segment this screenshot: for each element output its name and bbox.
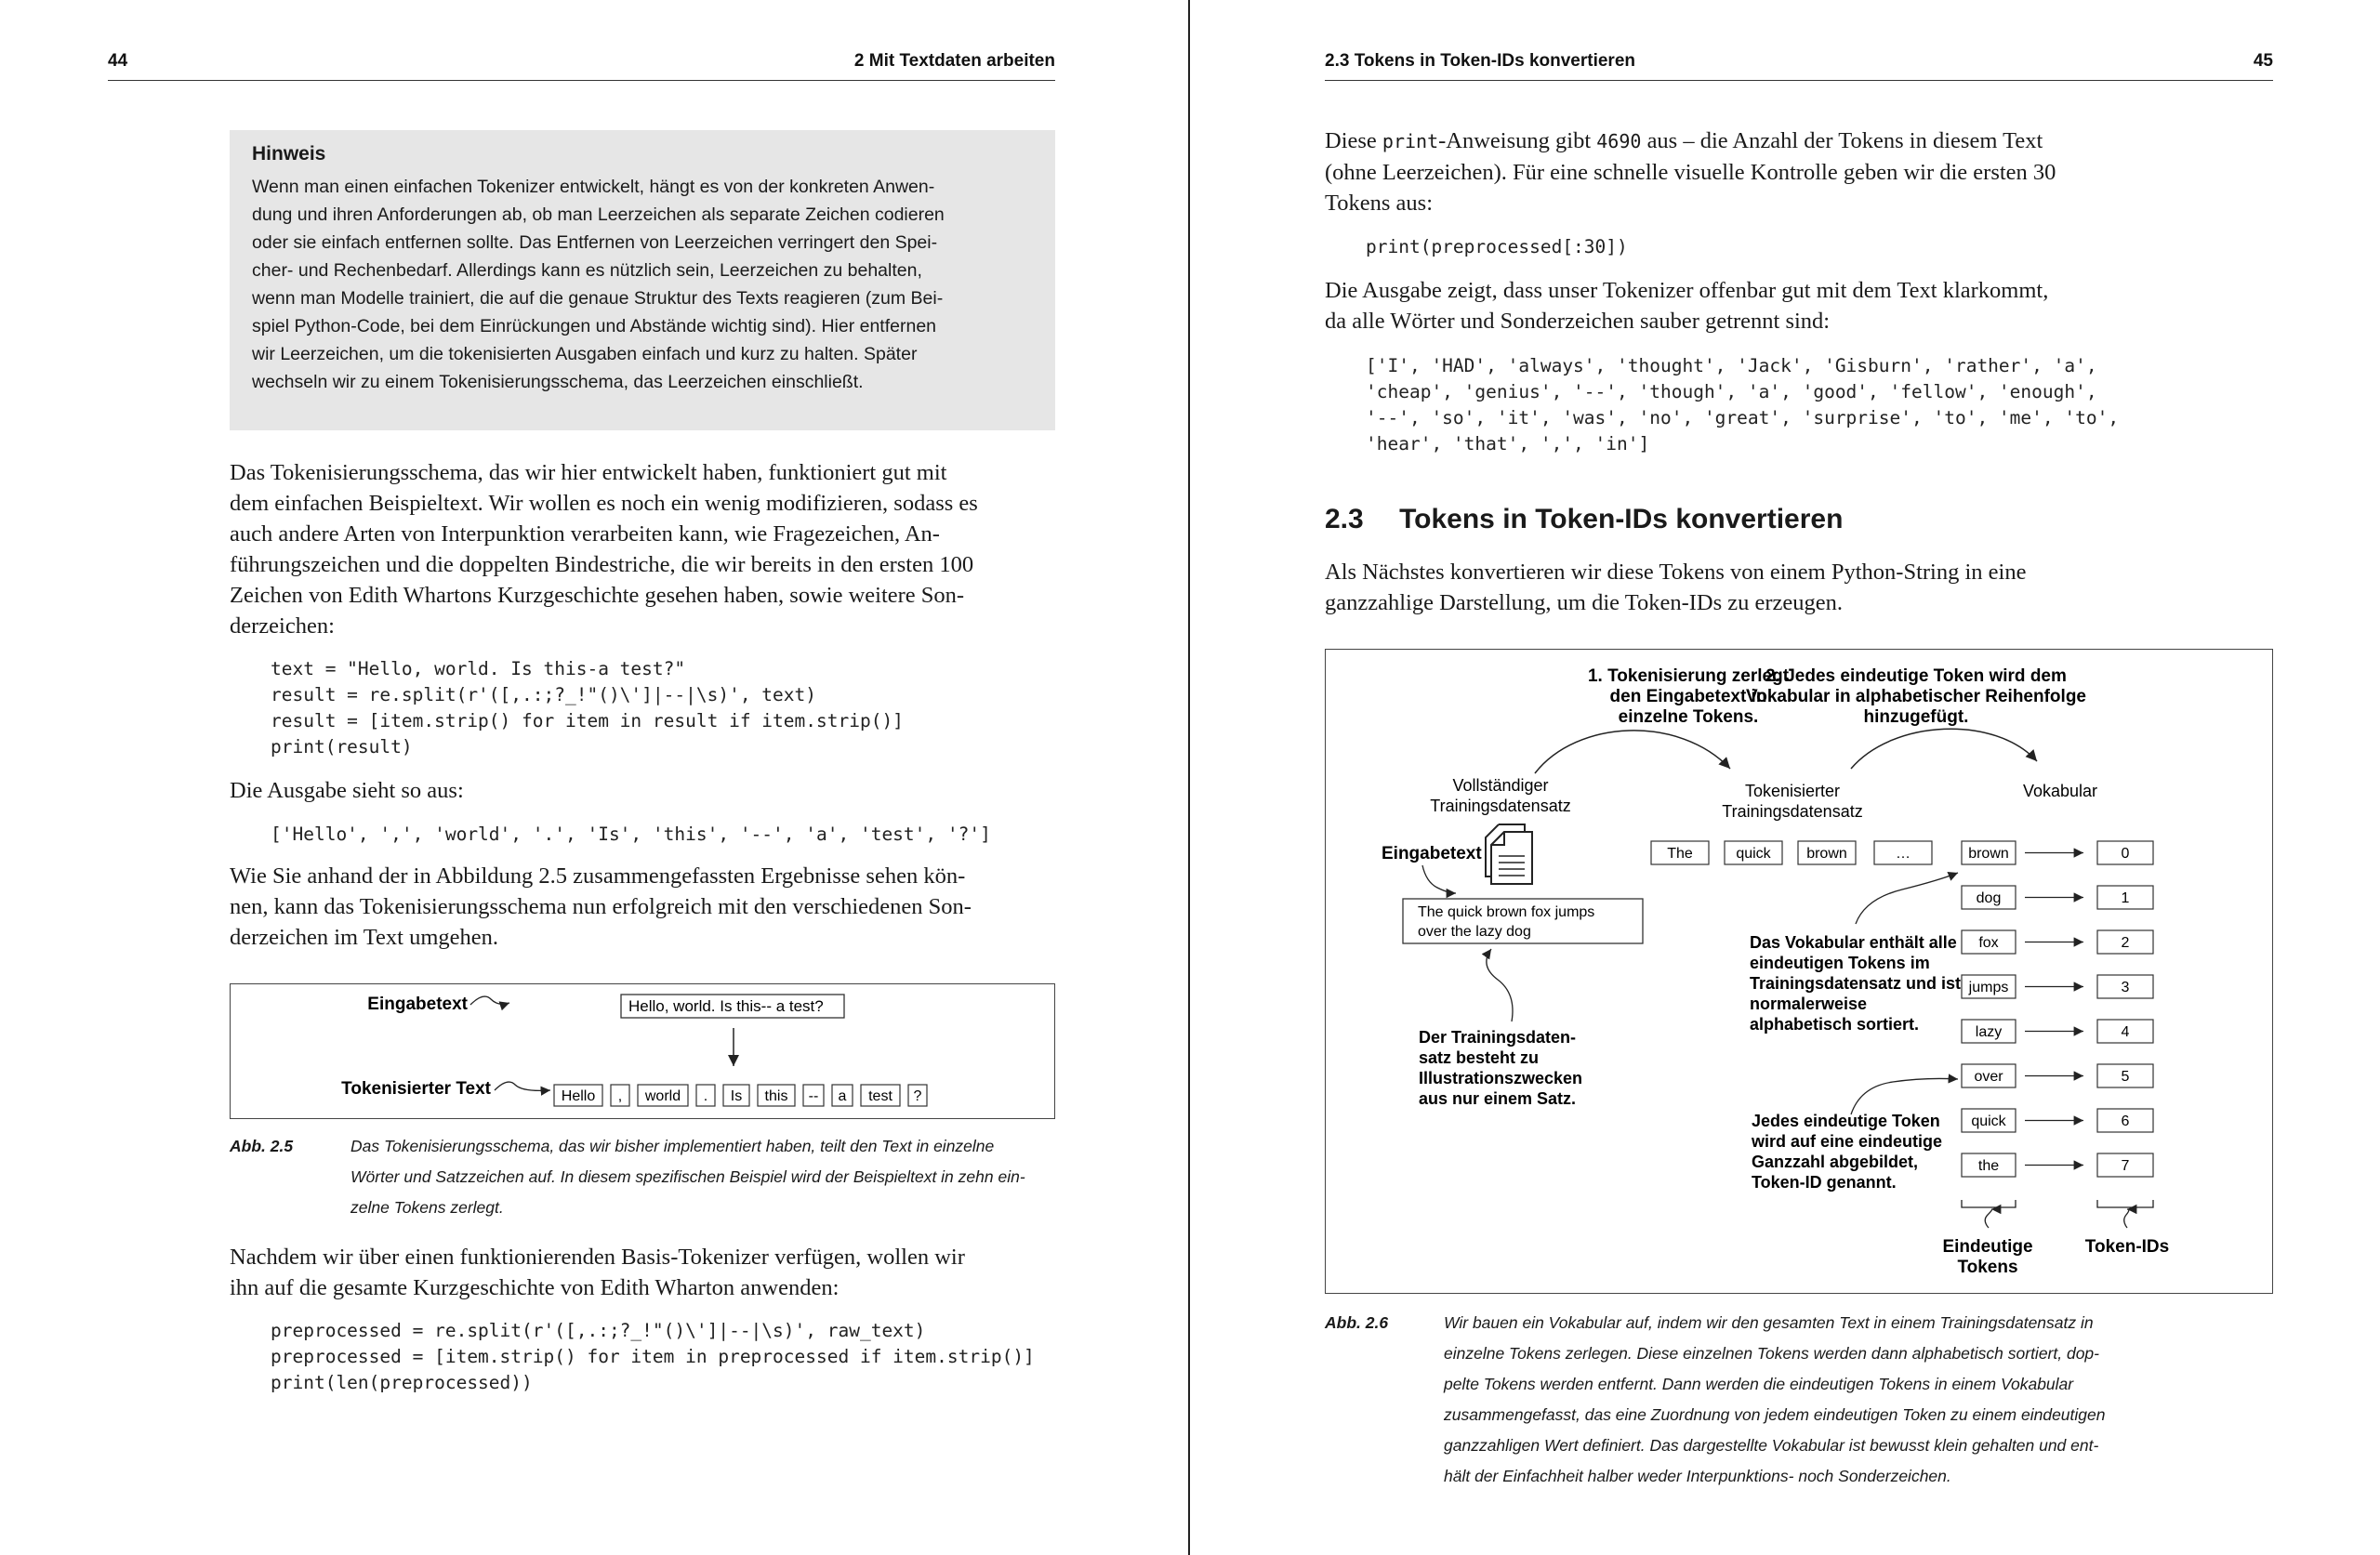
vocab-token: over <box>1974 1069 2003 1085</box>
text-run: Diese <box>1325 128 1382 153</box>
bracket-vocab <box>1962 1200 2016 1207</box>
token-text: Is <box>730 1088 743 1104</box>
token-ids-label: Token-IDs <box>2084 1237 2170 1257</box>
caption-2-6 <box>1325 1308 2273 1494</box>
heading-number: 2.3 <box>1325 504 1364 534</box>
text-line: Das Tokenisierungsschema, das wir hier entwickelt haben, funktioniert gut mit <box>230 460 947 485</box>
label-line: Tokens <box>1957 1258 2018 1277</box>
hint-line: oder sie einfach entfernen sollte. Das Entfernen von Leerzeichen verringert den Spei- <box>252 232 938 253</box>
curved-arrow-icon <box>1535 731 1730 773</box>
paragraph <box>1325 125 2273 218</box>
label-line: Tokenisierter <box>1744 782 1841 800</box>
chapter-title: 2 Mit Textdaten arbeiten <box>853 51 1055 71</box>
hint-line: wir Leerzeichen, um die tokenisierten Ausgaben einfach und kurz zu halten. Später <box>252 344 918 364</box>
token-box <box>696 1085 715 1106</box>
text-line: Nachdem wir über einen funktionierenden Basis-Tokenizer verfügen, wollen wir <box>230 1245 965 1270</box>
text-line: Die Ausgabe sieht so aus: <box>230 778 464 803</box>
code-block <box>271 656 904 760</box>
label-line: Vollständiger <box>1452 776 1549 795</box>
code-block <box>271 1318 1035 1396</box>
note-line: wird auf eine eindeutige <box>1752 1132 1943 1151</box>
step1-line: einzelne Tokens. <box>1618 707 1759 727</box>
code-line: result = re.split(r'([,.:;?_!"()\']|--|\s)', text) <box>271 684 816 705</box>
text-line: Wie Sie anhand der in Abbildung 2.5 zusammengefassten Ergebnisse sehen kön- <box>230 863 966 889</box>
figure-2-5-diagram <box>231 984 1054 1118</box>
step1-line: 1. Tokenisierung zerlegt <box>1587 666 1790 686</box>
token-text: … <box>1896 846 1911 862</box>
paragraph <box>230 1242 1055 1303</box>
input-text-line: over the lazy dog <box>1418 924 1531 940</box>
paragraph <box>1325 275 2273 336</box>
token-boxes <box>1651 841 1932 864</box>
note-mapping <box>1751 1112 1942 1192</box>
vocab-token: lazy <box>1975 1024 2003 1040</box>
note-line: Das Vokabular enthält alle <box>1750 933 1957 952</box>
note-line: aus nur einem Satz. <box>1419 1089 1577 1108</box>
token-text: this <box>764 1088 788 1104</box>
note-line: Trainingsdatensatz und ist <box>1750 974 1962 993</box>
figure-2-6 <box>1325 649 2273 1294</box>
curved-arrow-icon <box>1985 1209 1991 1228</box>
label-line: Trainingsdatensatz <box>1430 797 1571 815</box>
note-line: eindeutigen Tokens im <box>1750 954 1930 972</box>
token-id: 6 <box>2121 1114 2130 1129</box>
text-line: führungszeichen und die doppelten Bindestriche, die wir bereits in den ersten 100 <box>230 552 974 577</box>
token-box <box>1725 841 1782 864</box>
token-text: -- <box>808 1088 819 1104</box>
running-head-right <box>1325 51 2273 81</box>
curved-arrow-icon <box>1856 873 1958 924</box>
code-line: 'hear', 'that', ',', 'in'] <box>1366 433 1650 455</box>
token-boxes <box>554 1085 927 1106</box>
vocab-token: jumps <box>1968 980 2009 995</box>
vocab-token: fox <box>1978 935 1999 951</box>
hint-line: spiel Python-Code, bei dem Einrückungen und Abstände wichtig sind). Hier entfernen <box>252 316 937 336</box>
input-text-line: The quick brown fox jumps <box>1418 904 1595 920</box>
heading-text: Tokens in Token-IDs konvertieren <box>1399 504 1844 534</box>
token-box <box>611 1085 629 1106</box>
caption-line: Wörter und Satzzeichen auf. In diesem spezifischen Beispiel wird der Beispieltext in zehn ein- <box>350 1167 1025 1186</box>
step2-line: 2. Jedes eindeutige Token wird dem <box>1765 666 2067 686</box>
caption-label: Abb. 2.5 <box>230 1137 294 1155</box>
code-output: ['Hello', ',', 'world', '.', 'Is', 'this', '--', 'a', 'test', '?'] <box>271 824 991 845</box>
vocab-row <box>1962 1109 2153 1132</box>
tokenized-dataset-label <box>1722 782 1862 821</box>
token-text: test <box>868 1088 892 1104</box>
hint-line: cher- und Rechenbedarf. Allerdings kann es nützlich sein, Leerzeichen zu behalten, <box>252 260 922 281</box>
code-line: ['I', 'HAD', 'always', 'thought', 'Jack', 'Gisburn', 'rather', 'a', <box>1366 355 2097 376</box>
token-text: a <box>838 1088 847 1104</box>
note-line: satz besteht zu <box>1419 1048 1540 1067</box>
page-number: 45 <box>2253 51 2273 71</box>
curved-arrow-icon <box>1422 865 1456 893</box>
code-line: text = "Hello, world. Is this-a test?" <box>271 658 686 679</box>
step2-note <box>1746 666 2086 727</box>
caption-line: zusammengefasst, das eine Zuordnung von jedem eindeutigen Token zu einem eindeutigen <box>1444 1405 2106 1424</box>
curved-arrow-icon <box>1851 1078 1958 1114</box>
right-page <box>1190 0 2380 1555</box>
hint-line: dung und ihren Anforderungen ab, ob man Leerzeichen als separate Zeichen codieren <box>252 204 945 225</box>
curved-arrow-icon <box>495 1082 550 1090</box>
code-line: '--', 'so', 'it', 'was', 'no', 'great', 'surprise', 'to', 'me', 'to', <box>1366 407 2120 428</box>
figure-2-5 <box>230 983 1055 1119</box>
vocab-row <box>1962 886 2153 909</box>
token-id: 2 <box>2121 935 2130 951</box>
vocab-row <box>1962 841 2153 864</box>
hint-line: Wenn man einen einfachen Tokenizer entwickelt, hängt es von der konkreten Anwen- <box>252 177 935 197</box>
token-text: Hello <box>561 1088 596 1104</box>
vocab-row <box>1962 975 2153 998</box>
text-line: ihn auf die gesamte Kurzgeschichte von Edith Wharton anwenden: <box>230 1275 840 1300</box>
text-line: Tokens aus: <box>1325 191 1434 216</box>
token-id: 5 <box>2121 1069 2130 1085</box>
unique-tokens-label <box>1942 1237 2032 1277</box>
label-line: Trainingsdatensatz <box>1722 802 1863 821</box>
vocab-row <box>1962 1020 2153 1043</box>
step2-line: Vokabular in alphabetischer Reihenfolge <box>1745 687 2087 706</box>
token-text: world <box>644 1088 681 1104</box>
hint-line: wenn man Modelle trainiert, die auf die genaue Struktur des Texts reagieren (zum Bei- <box>252 288 944 309</box>
text-line: auch andere Arten von Interpunktion verarbeiten kann, wie Fragezeichen, An- <box>230 521 940 547</box>
token-box <box>638 1085 688 1106</box>
figure-2-6-diagram <box>1326 650 2272 1293</box>
tokens-label: Tokenisierter Text <box>341 1079 491 1099</box>
token-box <box>1651 841 1709 864</box>
vocab-row <box>1962 1153 2153 1177</box>
code-line: preprocessed = re.split(r'([,.:;?_!"()\']|--|\s)', raw_text) <box>271 1320 926 1341</box>
hint-line: wechseln wir zu einem Tokenisierungsschema, das Leerzeichen einschließt. <box>252 372 864 392</box>
caption-line: Wir bauen ein Vokabular auf, indem wir den gesamten Text in einem Trainingsdatensatz in <box>1444 1313 2094 1332</box>
note-line: Ganzzahl abgebildet, <box>1752 1153 1919 1171</box>
code-output <box>1366 353 2119 457</box>
paragraph <box>230 775 1055 806</box>
text-line: ganzzahlige Darstellung, um die Token-IDs zu erzeugen. <box>1325 590 1844 615</box>
paragraph <box>230 861 1055 953</box>
text-line: dem einfachen Beispieltext. Wir wollen es noch ein wenig modifizieren, sodass es <box>230 491 978 516</box>
note-line: Token-ID genannt. <box>1752 1173 1897 1192</box>
step1-line: den Eingabetext in <box>1609 687 1767 706</box>
token-box <box>554 1085 602 1106</box>
text-run: aus – die Anzahl der Tokens in diesem Text <box>1641 128 2043 153</box>
paragraph <box>230 457 1055 641</box>
token-text: , <box>617 1088 623 1104</box>
code-line: 'cheap', 'genius', '--', 'though', 'a', 'good', 'fellow', 'enough', <box>1366 381 2097 402</box>
text-run: -Anweisung gibt <box>1438 128 1597 153</box>
token-box <box>803 1085 824 1106</box>
caption-line: zelne Tokens zerlegt. <box>350 1198 504 1217</box>
token-box <box>1798 841 1856 864</box>
code-line: print(len(preprocessed)) <box>271 1372 533 1393</box>
token-id: 4 <box>2121 1024 2130 1040</box>
bracket-ids <box>2097 1200 2153 1207</box>
paragraph <box>1325 557 2273 618</box>
caption-2-5 <box>230 1131 1055 1229</box>
section-heading <box>1325 504 1843 535</box>
text-line: Als Nächstes konvertieren wir diese Tokens von einem Python-String in eine <box>1325 560 2027 585</box>
token-id: 1 <box>2121 890 2130 906</box>
note-line: alphabetisch sortiert. <box>1750 1015 1920 1034</box>
caption-line: einzelne Tokens zerlegen. Diese einzelnen Tokens werden dann alphabetisch sortiert, dop- <box>1444 1344 2099 1363</box>
running-head-left <box>108 51 1055 81</box>
token-box <box>832 1085 853 1106</box>
code-line: print(result) <box>271 736 413 758</box>
token-id: 3 <box>2121 980 2130 995</box>
note-line: Illustrationszwecken <box>1419 1069 1583 1087</box>
page-number: 44 <box>108 51 128 71</box>
inline-code: 4690 <box>1596 130 1642 152</box>
code-line: print(preprocessed[:30]) <box>1366 236 1628 257</box>
code-line: result = [item.strip() for item in result if item.strip()] <box>271 710 904 731</box>
code-line: preprocessed = [item.strip() for item in preprocessed if item.strip()] <box>271 1346 1035 1367</box>
caption-line: hält der Einfachheit halber weder Interpunktions- noch Sonderzeichen. <box>1444 1467 1951 1485</box>
vocab-token: quick <box>1971 1114 2006 1129</box>
text-line: nen, kann das Tokenisierungsschema nun erfolgreich mit den verschiedenen Son- <box>230 894 972 919</box>
note-vocab <box>1750 933 1961 1034</box>
curved-arrow-icon <box>2124 1209 2129 1228</box>
token-box <box>723 1085 749 1106</box>
curved-arrow-icon <box>470 996 509 1005</box>
token-id: 7 <box>2121 1158 2130 1174</box>
token-box <box>758 1085 795 1106</box>
inline-code: print <box>1382 130 1439 152</box>
caption-label: Abb. 2.6 <box>1325 1313 1389 1332</box>
token-box <box>1874 841 1932 864</box>
input-label: Eingabetext <box>367 995 468 1014</box>
token-box <box>908 1085 927 1106</box>
curved-arrow-icon <box>1851 729 2037 769</box>
note-line: Der Trainingsdaten- <box>1419 1028 1577 1047</box>
note-line: Jedes eindeutige Token <box>1752 1112 1940 1130</box>
input-label: Eingabetext <box>1382 844 1482 863</box>
section-title: 2.3 Tokens in Token-IDs konvertieren <box>1325 51 1636 71</box>
token-text: The <box>1667 846 1693 862</box>
token-text: quick <box>1736 846 1771 862</box>
text-line: derzeichen im Text umgehen. <box>230 925 498 950</box>
note-dataset <box>1419 1028 1582 1108</box>
caption-line: pelte Tokens werden entfernt. Dann werden die eindeutigen Tokens in einem Vokabular <box>1444 1375 2074 1393</box>
full-dataset-label <box>1430 776 1570 815</box>
vocab-token: brown <box>1968 846 2009 862</box>
token-text: brown <box>1806 846 1847 862</box>
vocab-row <box>1962 930 2153 954</box>
note-line: normalerweise <box>1750 995 1868 1013</box>
token-text: ? <box>913 1088 922 1104</box>
step2-line: hinzugefügt. <box>1863 707 1969 727</box>
caption-line: ganzzahligen Wert definiert. Das dargestellte Vokabular ist bewusst klein gehalten und ent- <box>1444 1436 2099 1455</box>
vocabulary-list <box>1962 841 2153 1177</box>
vocab-token: dog <box>1976 890 2002 906</box>
token-box <box>861 1085 900 1106</box>
token-text: . <box>703 1088 708 1104</box>
text-line: Die Ausgabe zeigt, dass unser Tokenizer offenbar gut mit dem Text klarkommt, <box>1325 278 2049 303</box>
caption-line: Das Tokenisierungsschema, das wir bisher implementiert haben, teilt den Text in einzelne <box>350 1137 995 1155</box>
hint-box <box>230 130 1055 430</box>
vocab-token: the <box>1977 1158 2000 1174</box>
text-line: Zeichen von Edith Whartons Kurzgeschichte gesehen haben, sowie weitere Son- <box>230 583 965 608</box>
vocab-label: Vokabular <box>2022 782 2098 800</box>
text-line: derzeichen: <box>230 613 335 639</box>
token-id: 0 <box>2121 846 2130 862</box>
curved-arrow-icon <box>1487 949 1513 1021</box>
document-icon <box>1486 824 1532 884</box>
hint-text <box>252 173 1033 396</box>
label-line: Eindeutige <box>1942 1237 2033 1257</box>
hint-title: Hinweis <box>252 143 326 165</box>
text-line: da alle Wörter und Sonderzeichen sauber getrennt sind: <box>1325 309 1831 334</box>
vocab-row <box>1962 1064 2153 1087</box>
input-text: Hello, world. Is this-- a test? <box>628 997 824 1015</box>
text-line: (ohne Leerzeichen). Für eine schnelle visuelle Kontrolle geben wir die ersten 30 <box>1325 160 2056 185</box>
